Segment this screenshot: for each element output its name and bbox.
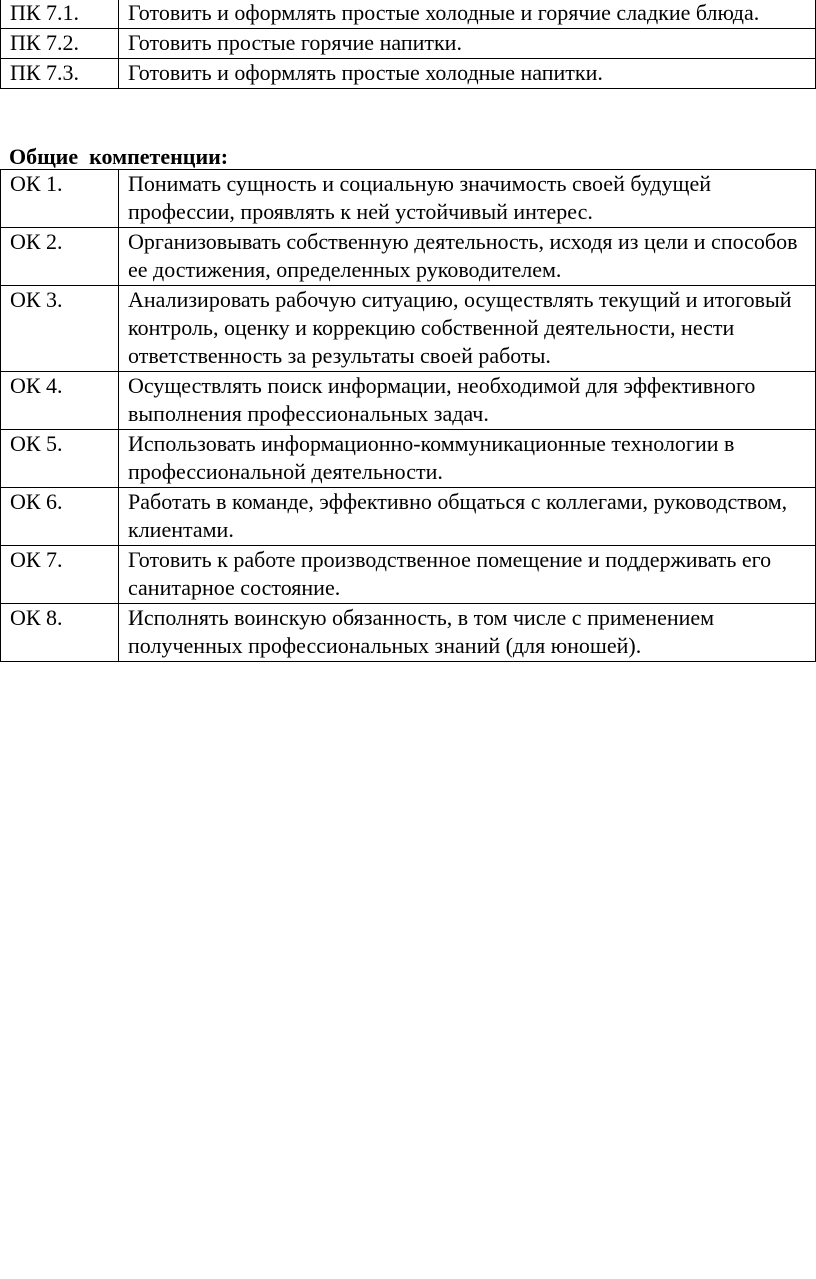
competency-code: ОК 7. <box>1 546 119 604</box>
general-competencies-heading: Общие компетенции: <box>9 144 229 169</box>
competency-code: ОК 1. <box>1 170 119 228</box>
competency-code: ОК 3. <box>1 286 119 372</box>
competency-description: Работать в команде, эффективно общаться с коллегами, руководством, клиентами. <box>119 488 816 546</box>
competency-code: ОК 2. <box>1 228 119 286</box>
competency-description: Организовывать собственную деятельность, исходя из цели и способов ее достижения, определенных руководителем. <box>119 228 816 286</box>
table-row <box>1 170 816 228</box>
table-row <box>1 546 816 604</box>
table-row <box>1 372 816 430</box>
table-row <box>1 488 816 546</box>
competency-code: ОК 8. <box>1 604 119 662</box>
table-row <box>1 286 816 372</box>
table-row <box>1 228 816 286</box>
table-row <box>1 29 816 59</box>
general-competencies-table <box>0 169 816 662</box>
competency-description: Понимать сущность и социальную значимость своей будущей профессии, проявлять к ней устойчивый интерес. <box>119 170 816 228</box>
table-row <box>1 604 816 662</box>
competency-code: ПК 7.1. <box>1 0 119 29</box>
competency-code: ОК 5. <box>1 430 119 488</box>
competency-description: Готовить и оформлять простые холодные и горячие сладкие блюда. <box>119 0 816 29</box>
competency-description: Анализировать рабочую ситуацию, осуществлять текущий и итоговый контроль, оценку и коррекцию собственной деятельности, нести ответственность за результаты своей работы. <box>119 286 816 372</box>
table-row <box>1 430 816 488</box>
professional-competencies-table <box>0 0 816 89</box>
competency-description: Готовить к работе производственное помещение и поддерживать его санитарное состояние. <box>119 546 816 604</box>
competency-code: ПК 7.3. <box>1 59 119 89</box>
competency-description: Использовать информационно-коммуникационные технологии в профессиональной деятельности. <box>119 430 816 488</box>
competency-code: ПК 7.2. <box>1 29 119 59</box>
competency-code: ОК 6. <box>1 488 119 546</box>
competency-description: Готовить простые горячие напитки. <box>119 29 816 59</box>
table-row <box>1 59 816 89</box>
competency-description: Осуществлять поиск информации, необходимой для эффективного выполнения профессиональных задач. <box>119 372 816 430</box>
competency-code: ОК 4. <box>1 372 119 430</box>
competency-description: Исполнять воинскую обязанность, в том числе с применением полученных профессиональных знаний (для юношей). <box>119 604 816 662</box>
table-row <box>1 0 816 29</box>
competency-description: Готовить и оформлять простые холодные напитки. <box>119 59 816 89</box>
